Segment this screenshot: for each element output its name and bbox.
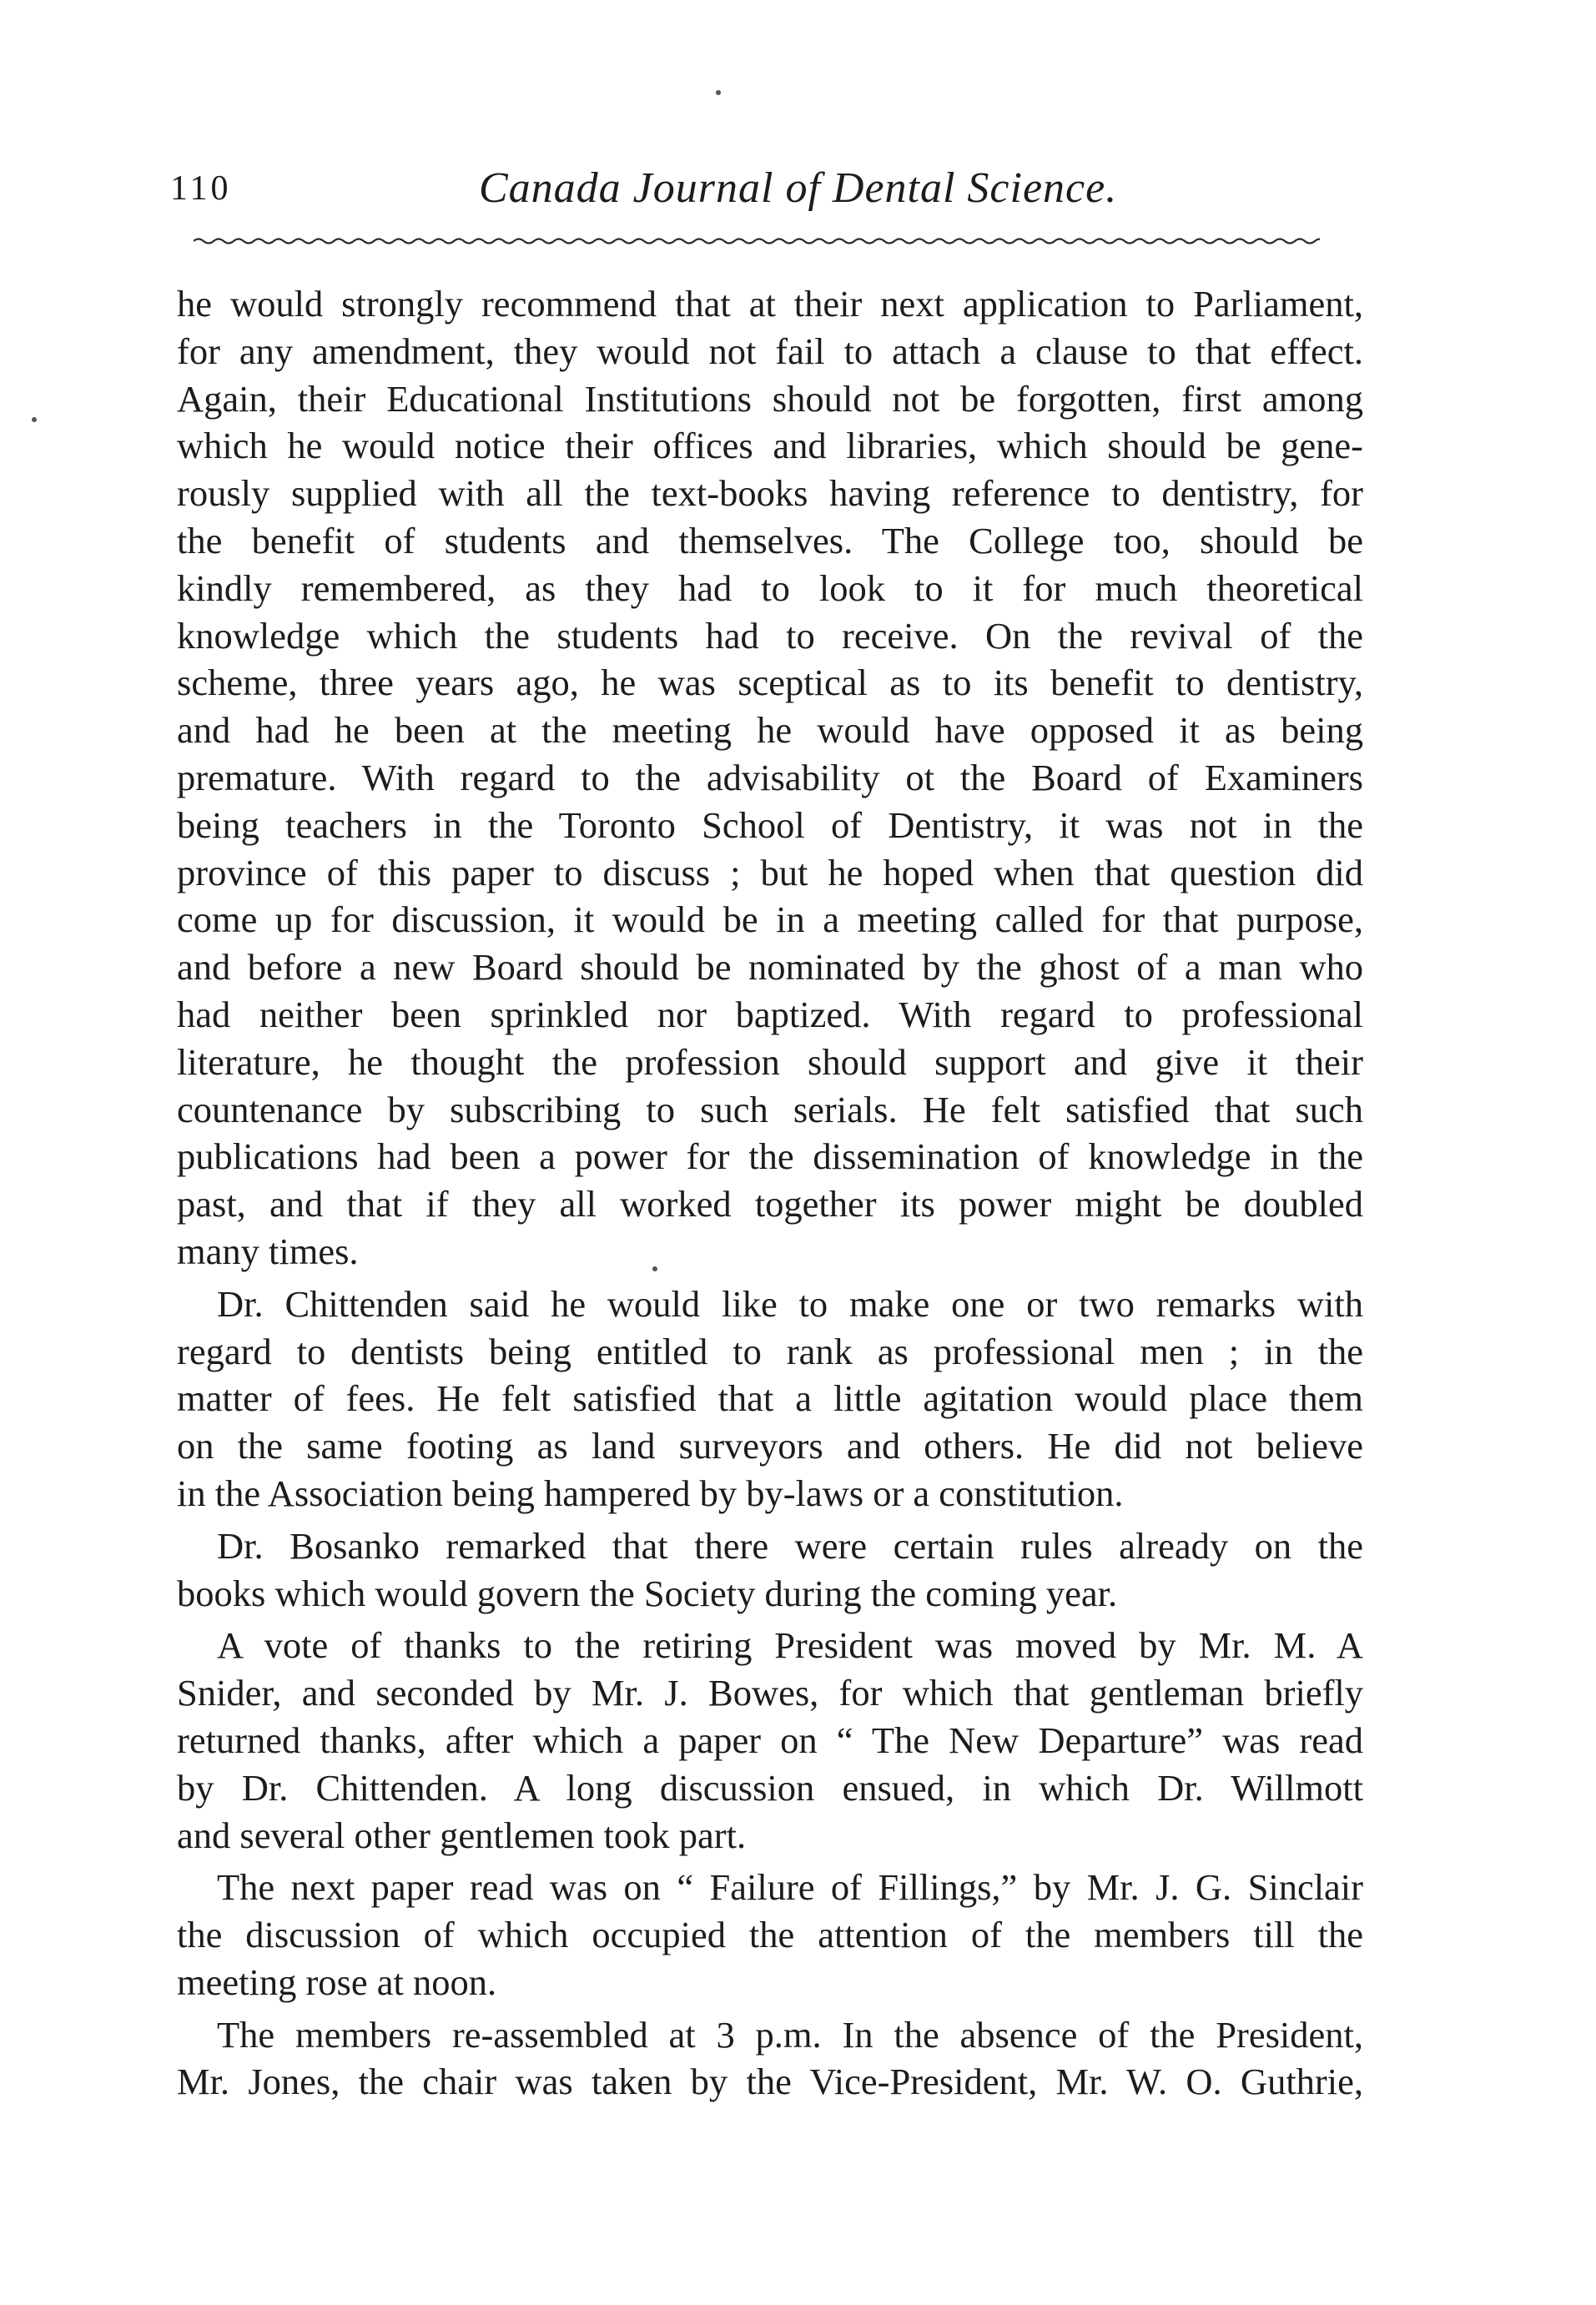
text-line: which he would notice their offices and libraries, which should be gene- [177, 425, 1363, 467]
text-line: many times. [177, 1230, 359, 1272]
text-line: come up for discussion, it would be in a meeting called for that purpose, [177, 898, 1363, 941]
text-line: the discussion of which occupied the attention of the members till the [177, 1914, 1363, 1956]
text-line: past, and that if they all worked together its power might be doubled [177, 1183, 1363, 1225]
text-line: publications had been a power for the dissemination of knowledge in the [177, 1135, 1363, 1178]
text-line: being teachers in the Toronto School of Dentistry, it was not in the [177, 803, 1363, 846]
text-line: books which would govern the Society during the coming year. [177, 1572, 1118, 1614]
text-line: regard to dentists being entitled to rank as professional men ; in the [177, 1330, 1363, 1372]
text-line: knowledge which the students had to receive. On the revival of the [177, 614, 1363, 657]
page-header [170, 164, 1372, 222]
body-text [177, 280, 1363, 2111]
decorative-wavy-rule [194, 235, 1320, 247]
text-line: scheme, three years ago, he was sceptical as to its benefit to dentistry, [177, 662, 1363, 704]
text-line: premature. With regard to the advisability ot the Board of Examiners [177, 756, 1363, 798]
text-line: Snider, and seconded by Mr. J. Bowes, for which that gentleman briefly [177, 1672, 1363, 1714]
text-line: rously supplied with all the text-books having reference to dentistry, for [177, 472, 1363, 515]
text-line: kindly remembered, as they had to look to it for much theoretical [177, 566, 1363, 609]
text-line: he would strongly recommend that at their next application to Parliament, [177, 283, 1363, 325]
text-line: by Dr. Chittenden. A long discussion ensued, in which Dr. Willmott [177, 1766, 1363, 1809]
text-line: countenance by subscribing to such serials. He felt satisfied that such [177, 1088, 1363, 1130]
running-title: Canada Journal of Dental Science. [479, 164, 1118, 212]
text-line: returned thanks, after which a paper on “ The New Departure” was read [177, 1719, 1363, 1761]
paragraph [177, 1864, 1363, 2006]
text-line: The next paper read was on “ Failure of Fillings,” by Mr. J. G. Sinclair [217, 1866, 1363, 1909]
paragraph [177, 280, 1363, 1276]
text-line: on the same footing as land surveyors and others. He did not believe [177, 1425, 1363, 1467]
text-line: meeting rose at noon. [177, 1960, 497, 2003]
text-line: province of this paper to discuss ; but he hoped when that question did [177, 851, 1363, 893]
text-line: A vote of thanks to the retiring President was moved by Mr. M. A [217, 1624, 1363, 1667]
paragraph [177, 1622, 1363, 1859]
text-line: Dr. Bosanko remarked that there were certain rules already on the [217, 1524, 1363, 1567]
paragraph [177, 2011, 1363, 2106]
text-line: Mr. Jones, the chair was taken by the Vice-President, Mr. W. O. Guthrie, [177, 2061, 1363, 2103]
text-line: and several other gentlemen took part. [177, 1814, 747, 1856]
text-line: the benefit of students and themselves. The College too, should be [177, 519, 1363, 561]
text-line: matter of fees. He felt satisfied that a little agitation would place them [177, 1377, 1363, 1420]
text-line: had neither been sprinkled nor baptized. With regard to professional [177, 993, 1363, 1035]
text-line: in the Association being hampered by by-laws or a constitution. [177, 1472, 1124, 1514]
text-line: Dr. Chittenden said he would like to make one or two remarks with [217, 1282, 1363, 1325]
page-number: 110 [170, 169, 232, 208]
text-line: literature, he thought the profession should support and give it their [177, 1040, 1363, 1083]
text-line: and had he been at the meeting he would have opposed it as being [177, 709, 1363, 752]
stray-mark [716, 90, 721, 95]
stray-mark [32, 417, 37, 422]
text-line: for any amendment, they would not fail to attach a clause to that effect. [177, 330, 1363, 372]
text-line: Again, their Educational Institutions should not be forgotten, first among [177, 377, 1363, 420]
text-line: The members re-assembled at 3 p.m. In the absence of the President, [217, 2013, 1363, 2056]
paragraph [177, 1281, 1363, 1517]
text-line: and before a new Board should be nominated by the ghost of a man who [177, 946, 1363, 989]
paragraph [177, 1522, 1363, 1618]
